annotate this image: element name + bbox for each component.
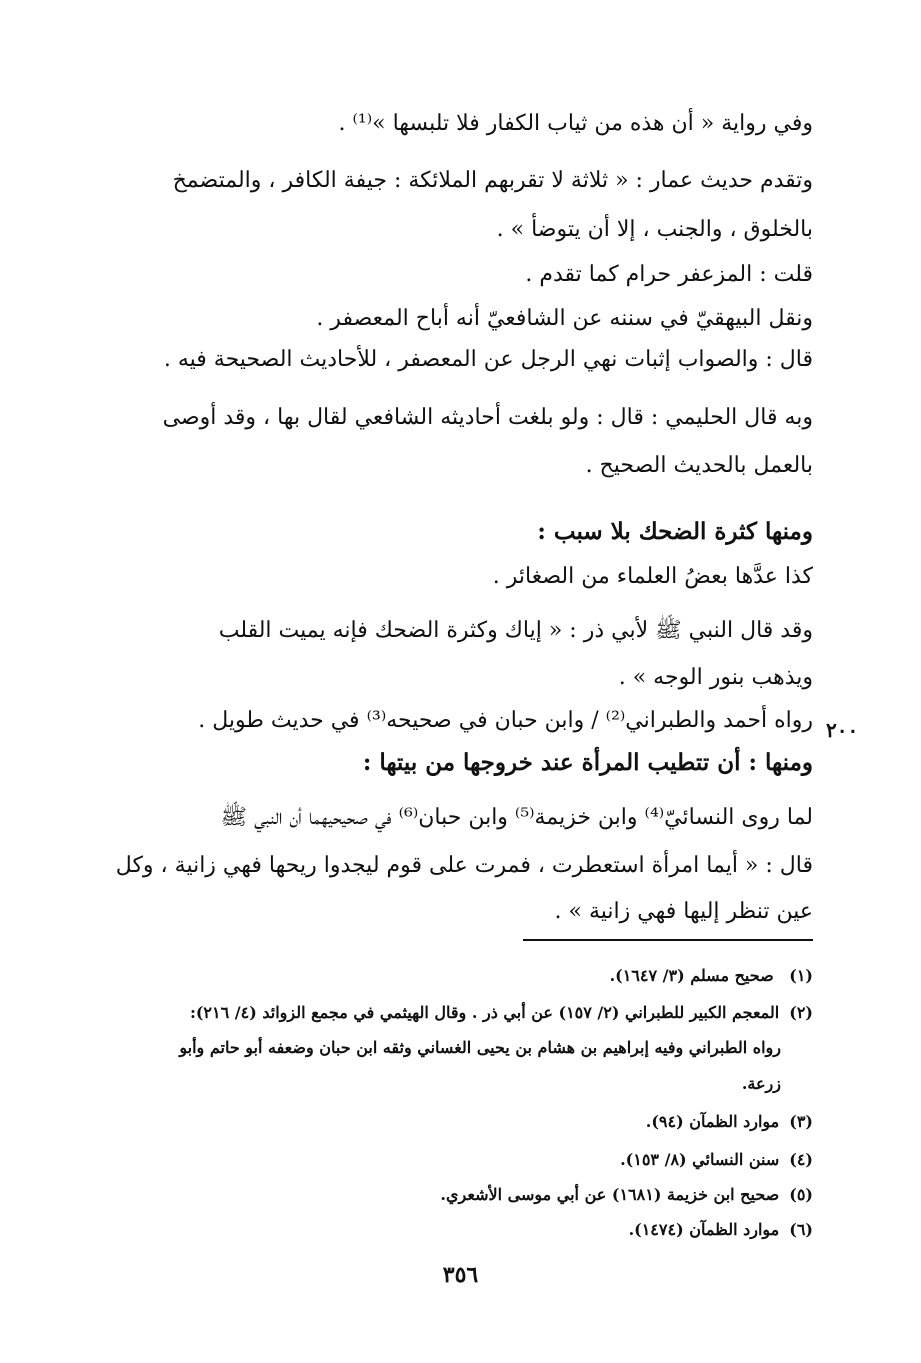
footnote-text: موارد الظمآن (٩٤).	[645, 1112, 780, 1131]
footnote-3	[110, 1108, 813, 1136]
body-line-4: قلت : المزعفر حرام كما تقدم .	[525, 262, 813, 287]
footnote-text: صحيح ابن خزيمة (١٦٨١) عن أبي موسى الأشعري.	[440, 1185, 780, 1204]
footnote-text: موارد الظمآن (١٤٧٤).	[628, 1220, 780, 1239]
footnote-text: صحيح مسلم (٣/ ١٦٤٧).	[609, 966, 774, 985]
section2-line-1: كذا عدَّها بعضُ العلماء من الصغائر .	[492, 564, 813, 589]
footnote-1	[110, 962, 813, 990]
body-line-3: بالخلوق ، والجنب ، إلا أن يتوضأ » .	[496, 217, 813, 242]
body-line-7: وبه قال الحليمي : قال : ولو بلغت أحاديثه الشافعي لقال بها ، وقد أوصى	[162, 405, 813, 430]
body-line-1: وفي رواية « أن هذه من ثياب الكفار فلا تلبسها »⁽¹⁾ .	[338, 111, 813, 136]
body-line-8: بالعمل بالحديث الصحيح .	[585, 453, 813, 478]
footnote-number: (٣)	[789, 1112, 813, 1131]
footnote-5	[110, 1181, 813, 1209]
section3-line-3: عين تنظر إليها فهي زانية » .	[554, 899, 813, 924]
footnote-6	[110, 1216, 813, 1244]
section2-line-3: ويذهب بنور الوجه » .	[618, 665, 813, 690]
footnote-text: سنن النسائي (٨/ ١٥٣).	[620, 1150, 780, 1169]
marginal-manuscript-number: ٢٠٠	[826, 718, 859, 742]
footnote-2	[110, 999, 813, 1027]
footnote-number: (٥)	[789, 1185, 813, 1204]
section3-line-2: قال : « أيما امرأة استعطرت ، فمرت على قوم ليجدوا ريحها فهي زانية ، وكل	[115, 853, 813, 878]
body-line-5: ونقل البيهقيّ في سننه عن الشافعيّ أنه أباح المعصفر .	[316, 306, 813, 331]
body-line-2: وتقدم حديث عمار : « ثلاثة لا تقربهم الملائكة : جيفة الكافر ، والمتضمخ	[172, 168, 813, 193]
section-heading-perfume: ومنها : أن تتطيب المرأة عند خروجها من بيتها :	[362, 749, 813, 776]
footnote-number: (٤)	[789, 1150, 813, 1169]
footnote-text: المعجم الكبير للطبراني (٢/ ١٥٧) عن أبي ذر . وقال الهيثمي في مجمع الزوائد (٤/ ٢١٦):	[189, 1003, 780, 1022]
section-heading-laughter: ومنها كثرة الضحك بلا سبب :	[537, 518, 813, 545]
section3-line-1: لما روى النسائيّ⁽⁴⁾ وابن خزيمة⁽⁵⁾ وابن حبان⁽⁶⁾ في صحيحيهما أن النبي ﷺ	[220, 805, 813, 830]
footnote-divider	[523, 939, 813, 941]
footnote-4	[110, 1146, 813, 1174]
footnote-2-continuation: رواه الطبراني وفيه إبراهيم بن هشام بن يحيى الغساني وثقه ابن حبان وضعفه أبو حاتم وأبو	[179, 1038, 781, 1057]
footnote-number: (١)	[789, 966, 813, 985]
footnote-2-continuation-end: زرعة.	[741, 1074, 781, 1093]
body-line-6: قال : والصواب إثبات نهي الرجل عن المعصفر ، للأحاديث الصحيحة فيه .	[163, 347, 813, 372]
section2-line-4: رواه أحمد والطبراني⁽²⁾ / وابن حبان في صحيحه⁽³⁾ في حديث طويل .	[198, 708, 813, 733]
page-number: ٣٥٦	[442, 1262, 479, 1288]
section2-line-2: وقد قال النبي ﷺ لأبي ذر : « إياك وكثرة الضحك فإنه يميت القلب	[218, 618, 813, 643]
footnote-number: (٢)	[789, 1003, 813, 1022]
footnote-number: (٦)	[789, 1220, 813, 1239]
